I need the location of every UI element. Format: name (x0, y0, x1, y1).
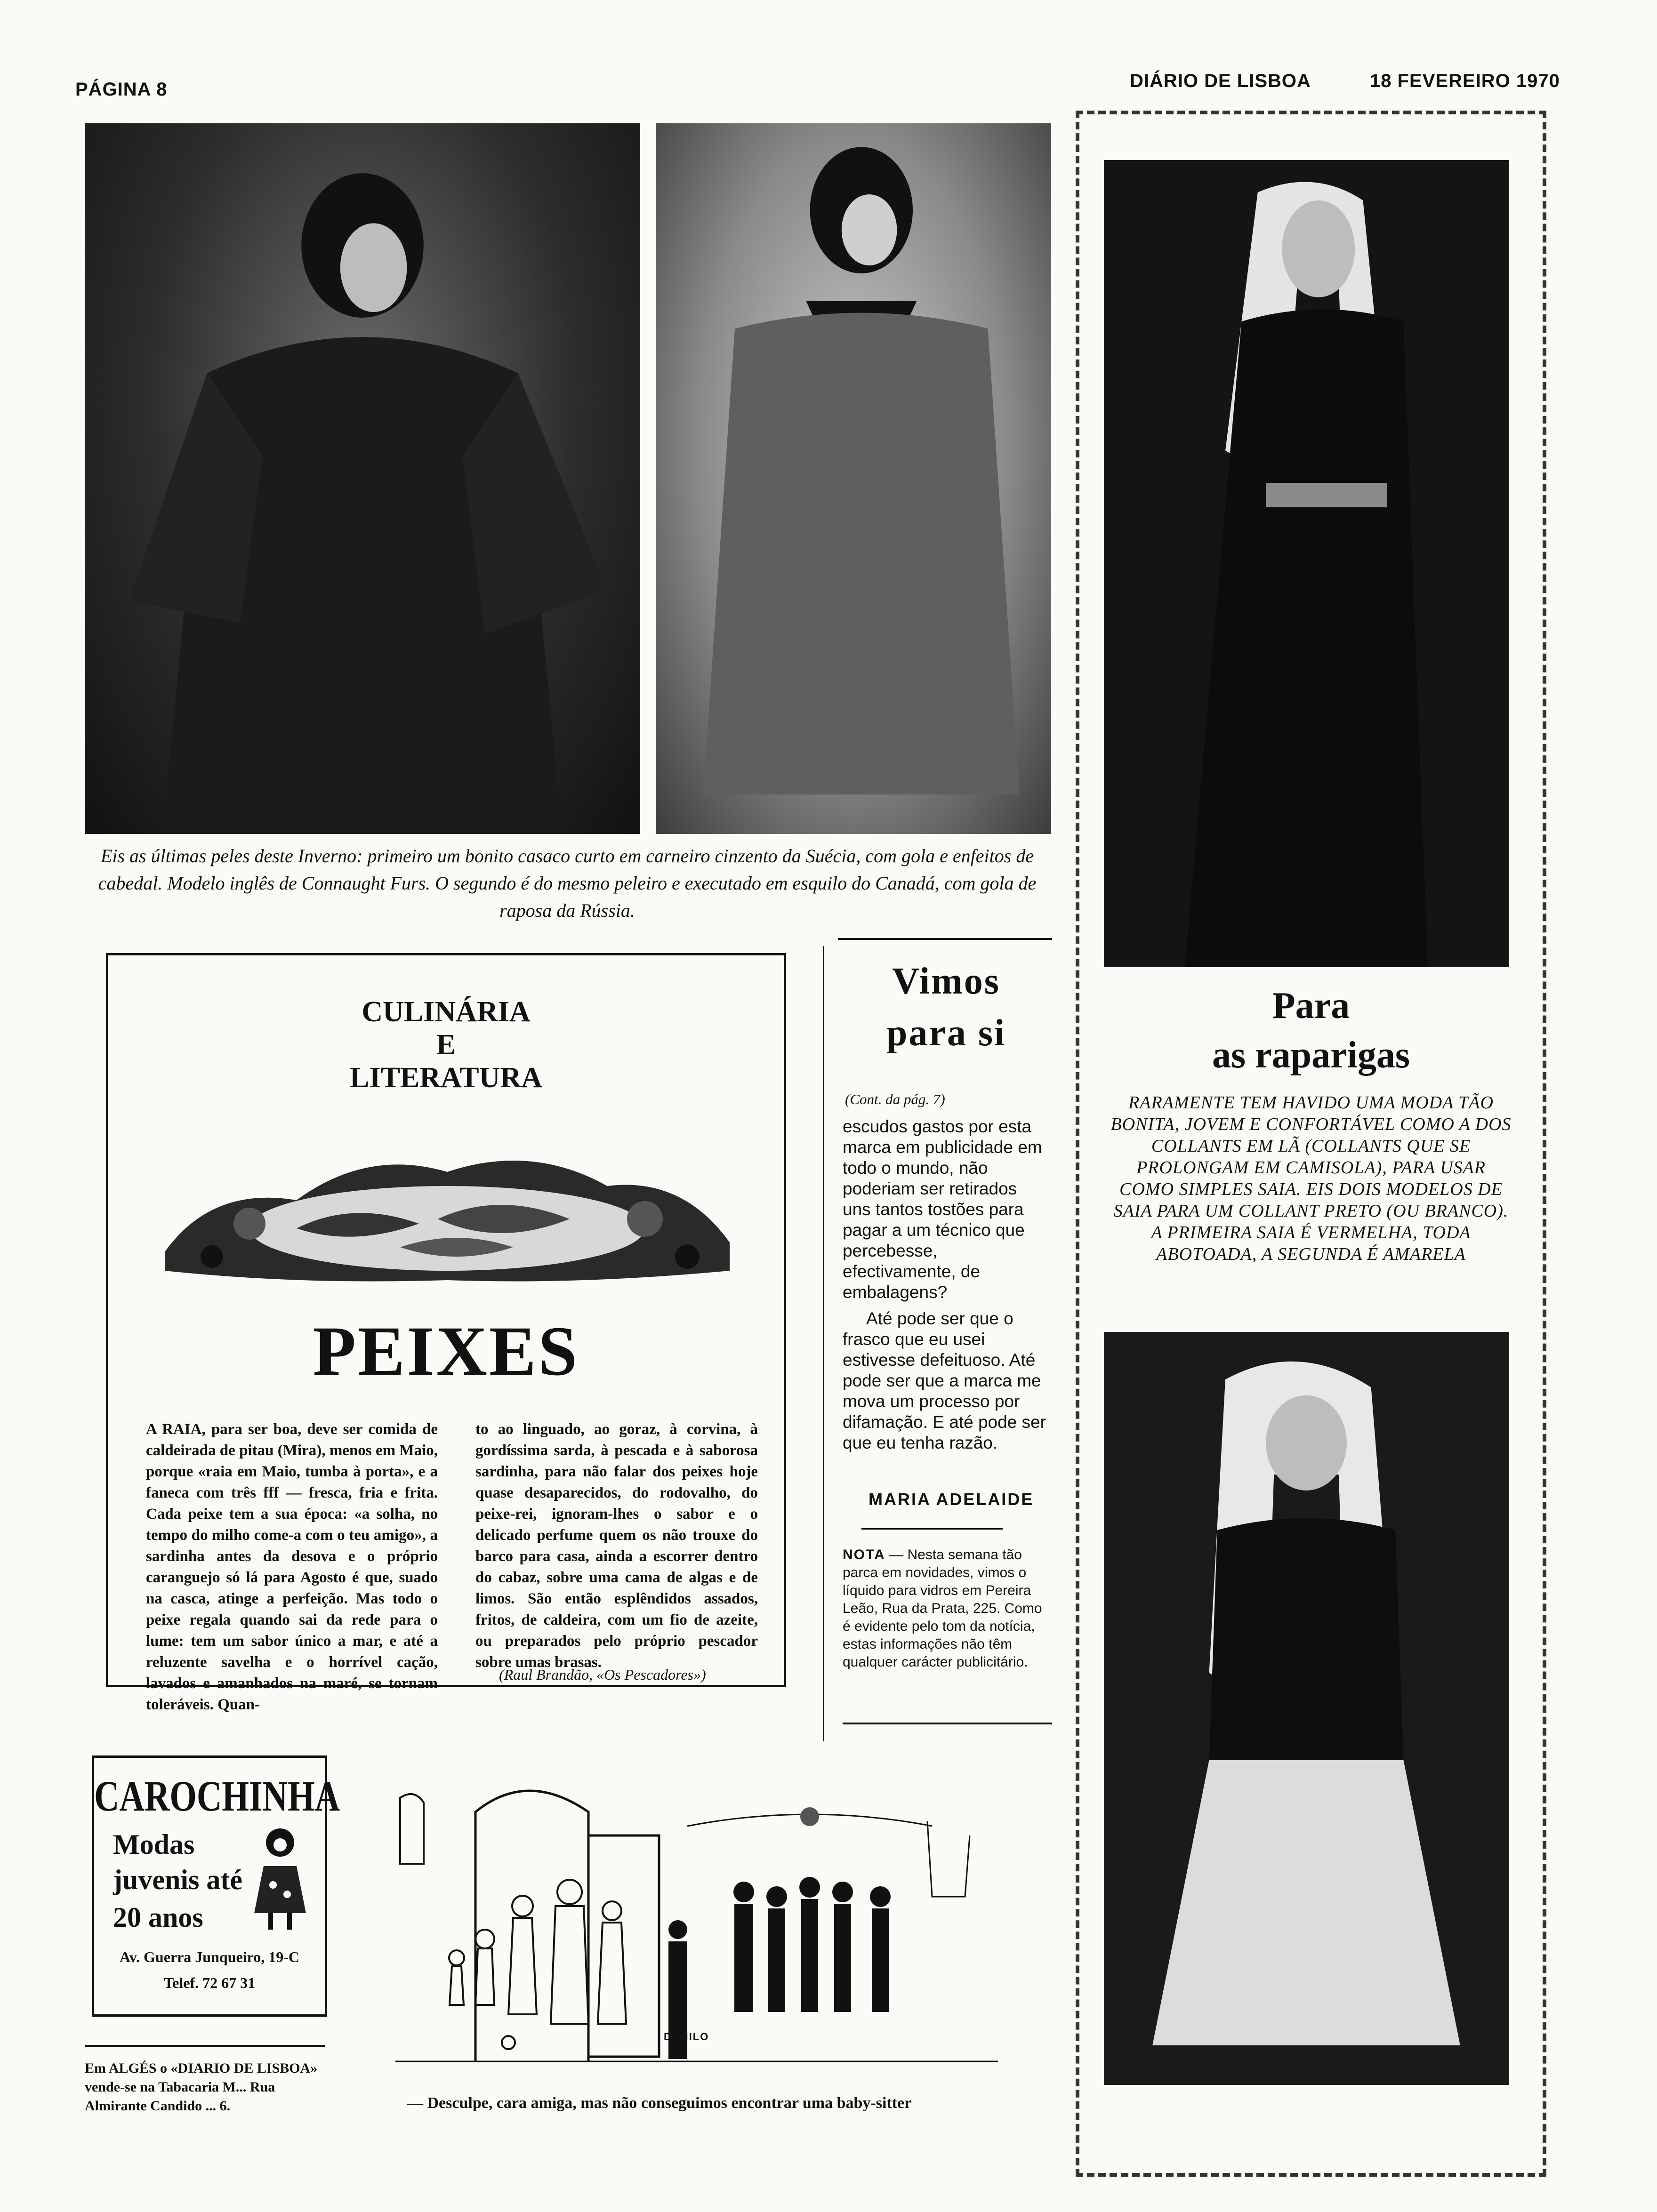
raparigas-title-line: as raparigas (1212, 1034, 1410, 1076)
nota-label: NOTA (843, 1547, 885, 1563)
issue-date: 18 FEVEREIRO 1970 (1370, 71, 1560, 91)
nota-text: — Nesta semana tão parca em novidades, vimos o líquido para vidros em Pereira Leão, Rua da Prata, 225. Como é evidente pelo tom da notícia, estas informações não têm qualquer carácter publicitário. (843, 1547, 1042, 1670)
cartoon-signature: DANILO (664, 2031, 709, 2043)
ad-address: Av. Guerra Junqueiro, 19-C (120, 1948, 299, 1965)
ad-brand: CAROCHINHA (94, 1772, 340, 1821)
ad-line-3: 20 anos (113, 1902, 203, 1933)
section-divider (838, 938, 1052, 940)
raparigas-photo-2 (1104, 1332, 1509, 2085)
fur-coat-photo-2 (656, 123, 1051, 834)
newspaper-name: DIÁRIO DE LISBOA (1130, 71, 1311, 91)
vimos-paragraph-1: escudos gastos por esta marca em publicidade em todo o mundo, não poderiam ser retirados uns tantos tostões para pagar a um técnico que percebesse, efectivamente, de embalagens? (843, 1117, 1042, 1302)
kicker-line: LITERATURA (350, 1062, 542, 1094)
woman-in-squirrel-coat-illustration (656, 123, 1051, 834)
raparigas-photo-1 (1104, 160, 1509, 967)
ad-phone: Telef. 72 67 31 (163, 1974, 256, 1991)
vimos-nota (843, 1546, 1050, 1671)
ladybird-girl-icon (249, 1824, 311, 1932)
culinaria-kicker (108, 995, 784, 1094)
kicker-line: CULINÁRIA (362, 996, 531, 1028)
raparigas-title (1083, 981, 1539, 1080)
culinaria-body-col1: A RAIA, para ser boa, deve ser comida de caldeirada de pitau (Mira), menos em Maio, porque «raia em Maio, tumba à porta», e a faneca com três fff — fresca, fria e frita. Cada peixe tem a sua época: «a solha, no tempo do milho come-a com o teu amigo», a sardinha antes da desova e o próprio caranguejo só lá para Agosto é que, suado na casca, atinge a perfeição. Mas todo o peixe regala quando sai da rede para o lume: tem um sabor único a mar, e até a reluzente savelha e o horrível cação, lavados e amanhados na maré, se tornam toleráveis. Quan- (146, 1421, 438, 1713)
fur-coat-photo-1 (85, 123, 640, 834)
party-cartoon-illustration (386, 1760, 1036, 2080)
culinaria-attribution: (Raul Brandão, «Os Pescadores») (499, 1666, 706, 1683)
column-divider (823, 946, 824, 1741)
ad-line-2: juvenis até (113, 1864, 242, 1895)
raparigas-text: RARAMENTE TEM HAVIDO UMA MODA TÃO BONITA, JOVEM E CONFORTÁVEL COMO A DOS COLLANTS EM LÃ (COLLANTS QUE SE PROLONGAM EM CAMISOLA), PARA USAR COMO SIMPLES SAIA. EIS DOIS MODELOS DE SAIA PARA UM COLLANT PRETO (OU BRANCO). A PRIMEIRA SAIA É VERMELHA, TODA ABOTOADA, A SEGUNDA É AMARELA (1110, 1093, 1512, 1264)
fish-platter-engraving (155, 1130, 739, 1285)
vimos-title-line: para si (886, 1012, 1006, 1054)
culinaria-box (106, 953, 786, 1713)
cartoon (386, 1760, 1036, 2080)
raparigas-title-line: Para (1272, 985, 1350, 1026)
fish-platter-illustration (155, 1130, 739, 1285)
alges-notice: Em ALGÉS o «DIARIO DE LISBOA» vende-se na Tabacaria M... Rua Almirante Candido ... 6. (85, 2060, 318, 2114)
author-divider (861, 1528, 1003, 1530)
kicker-line: E (436, 1029, 456, 1061)
culinaria-headline: PEIXES (313, 1312, 579, 1390)
vimos-title-line: Vimos (892, 961, 1000, 1002)
vimos-author: MARIA ADELAIDE (869, 1490, 1034, 1509)
cartoon-caption: — Desculpe, cara amiga, mas não conseguimos encontrar uma baby-sitter (407, 2094, 912, 2112)
notice-divider (85, 2045, 325, 2047)
woman-long-blonde-hair-illustration (1104, 160, 1509, 967)
fur-photos-caption: Eis as últimas peles deste Inverno: primeiro um bonito casaco curto em carneiro cinzento da Suécia, com gola e enfeitos de cabedal. Modelo inglês de Connaught Furs. O segundo é do mesmo peleiro e executado em esquilo do Canadá, com gola de raposa da Rússia. (98, 845, 1037, 921)
vimos-title (843, 955, 1050, 1059)
section-divider (843, 1723, 1052, 1724)
woman-white-skirt-illustration (1104, 1332, 1509, 2085)
page-number: PÁGINA 8 (75, 79, 168, 100)
ad-line-1: Modas (113, 1829, 195, 1860)
culinaria-body-col2: to ao linguado, ao goraz, à corvina, à gordíssima sarda, à pescada e à saborosa sardinha, para não falar dos peixes hoje quase desaparecidos, do rodovalho, do peixe-rei, ignoram-lhes o sabor e o delicado perfume quem os não trouxe do barco para casa, ainda a escorrer dentro do cabaz, sobre uma cama de algas e de limos. São então esplêndidos assados, fritos, de caldeira, com um fio de azeite, ou preparados pelo próprio pescador sobre umas brasas. (475, 1421, 758, 1671)
vimos-paragraph-2: Até pode ser que o frasco que eu usei estivesse defeituoso. Até pode ser que a marca me mova um processo por difamação. E até pode ser que eu tenha razão. (843, 1309, 1046, 1452)
woman-in-fur-coat-illustration (85, 123, 640, 834)
carochinha-ad (92, 1755, 340, 2017)
vimos-continuation: (Cont. da pág. 7) (845, 1091, 945, 1107)
